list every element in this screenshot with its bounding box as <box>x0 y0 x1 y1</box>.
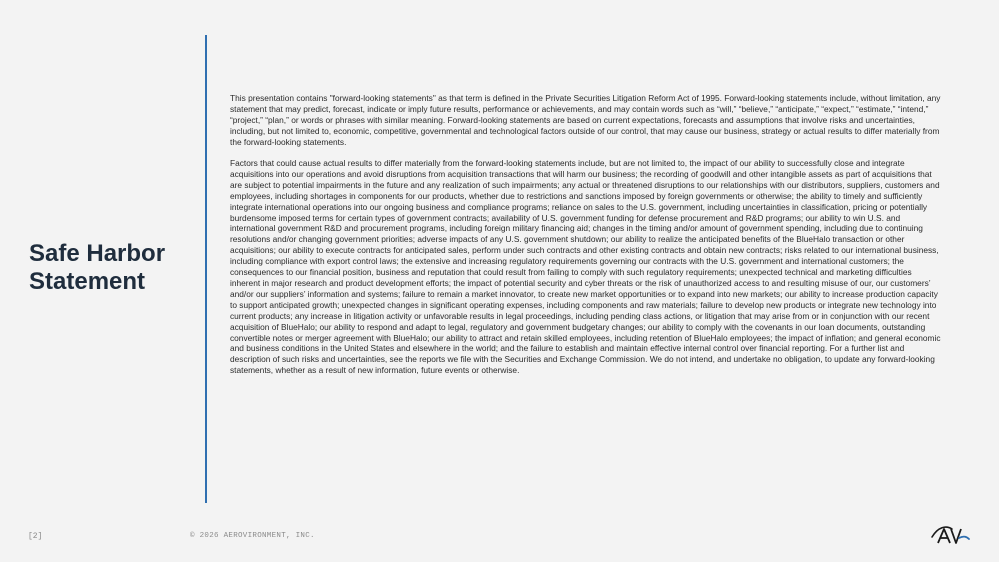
copyright-notice: © 2026 AEROVIRONMENT, INC. <box>190 532 315 540</box>
page-number: [2] <box>28 532 43 541</box>
slide-title: Safe Harbor Statement <box>29 240 166 295</box>
vertical-divider <box>205 35 207 503</box>
body-paragraph-2: Factors that could cause actual results to differ materially from the forward-looking statements include, but are not limited to, the impact of our ability to successfully close and integrate acquisitions into our operations and avoid disruptions from acquisition transactions that will harm our business; the recording of goodwill and other intangible assets as part of acquisitions that are subject to potential impairments in the future and any realization of such impairments; any actual or threatened disruptions to our relationships with our distributors, suppliers, customers and employees, including shortages in components for our products, whether due to restrictions and sanctions imposed by foreign governments or otherwise; the ability to timely and sufficiently integrate international operations into our ongoing business and compliance programs; reliance on sales to the U.S. government, including uncertainties in classification, pricing or potentially burdensome imposed terms for certain types of government contracts; availability of U.S. government funding for defense procurement and R&D programs; our ability to win U.S. and international government R&D and procurement programs, including foreign military financing aid; changes in the timing and/or amount of government spending, including due to continuing resolutions and/or changing government priorities; adverse impacts of any U.S. government shutdown; our ability to realize the anticipated benefits of the BlueHalo transaction or other acquisitions; our ability to execute contracts for anticipated sales, perform under such contracts and other existing contracts and obtain new contracts; risks related to our international business, including compliance with export control laws; the extensive and increasing regulatory requirements governing our contracts with the U.S. government and international customers; the consequences to our financial position, business and reputation that could result from failing to comply with such regulatory requirements; unexpected technical and marketing difficulties inherent in major research and product development efforts; the impact of potential security and cyber threats or the risk of unauthorized access to and resulting misuse of our, our customers’ and/or our suppliers’ information and systems; failure to remain a market innovator, to create new market opportunities or to expand into new markets; our ability to increase production capacity to support anticipated growth; unexpected changes in significant operating expenses, including components and raw materials; failure to develop new products or integrate new technology into current products; any increase in litigation activity or unfavorable results in legal proceedings, including pending class actions, or litigation that may arise from or in conjunction with our recent acquisition of BlueHalo; our ability to respond and adapt to legal, regulatory and government budgetary changes; our ability to comply with the covenants in our loan documents, outstanding convertible notes or merger agreement with BlueHalo; our ability to attract and retain skilled employees, including retention of BlueHalo employees; the impact of inflation; and general economic and business conditions in the United States and elsewhere in the world; and the failure to establish and maintain effective internal control over financial reporting. For a further list and description of such risks and uncertainties, see the reports we file with the Securities and Exchange Commission. We do not intend, and undertake no obligation, to update any forward-looking statements, whether as a result of new information, future events or otherwise. <box>230 158 941 376</box>
body-paragraph-1: This presentation contains "forward-looking statements" as that term is defined in the Private Securities Litigation Reform Act of 1995. Forward-looking statements include, without limitation, any statement that may predict, forecast, indicate or imply future results, performance or achievements, and may contain words such as “will,” “believe,” “anticipate,” “expect,” “estimate,” “intend,” “project,” “plan,” or words or phrases with similar meaning. Forward-looking statements are based on current expectations, forecasts and assumptions that involve risks and uncertainties, including, but not limited to, economic, competitive, governmental and technological factors outside of our control, that may cause our business, strategy or actual results to differ materially from the forward-looking statements. <box>230 93 941 147</box>
av-logo-icon <box>930 523 970 545</box>
safe-harbor-body <box>230 93 942 387</box>
